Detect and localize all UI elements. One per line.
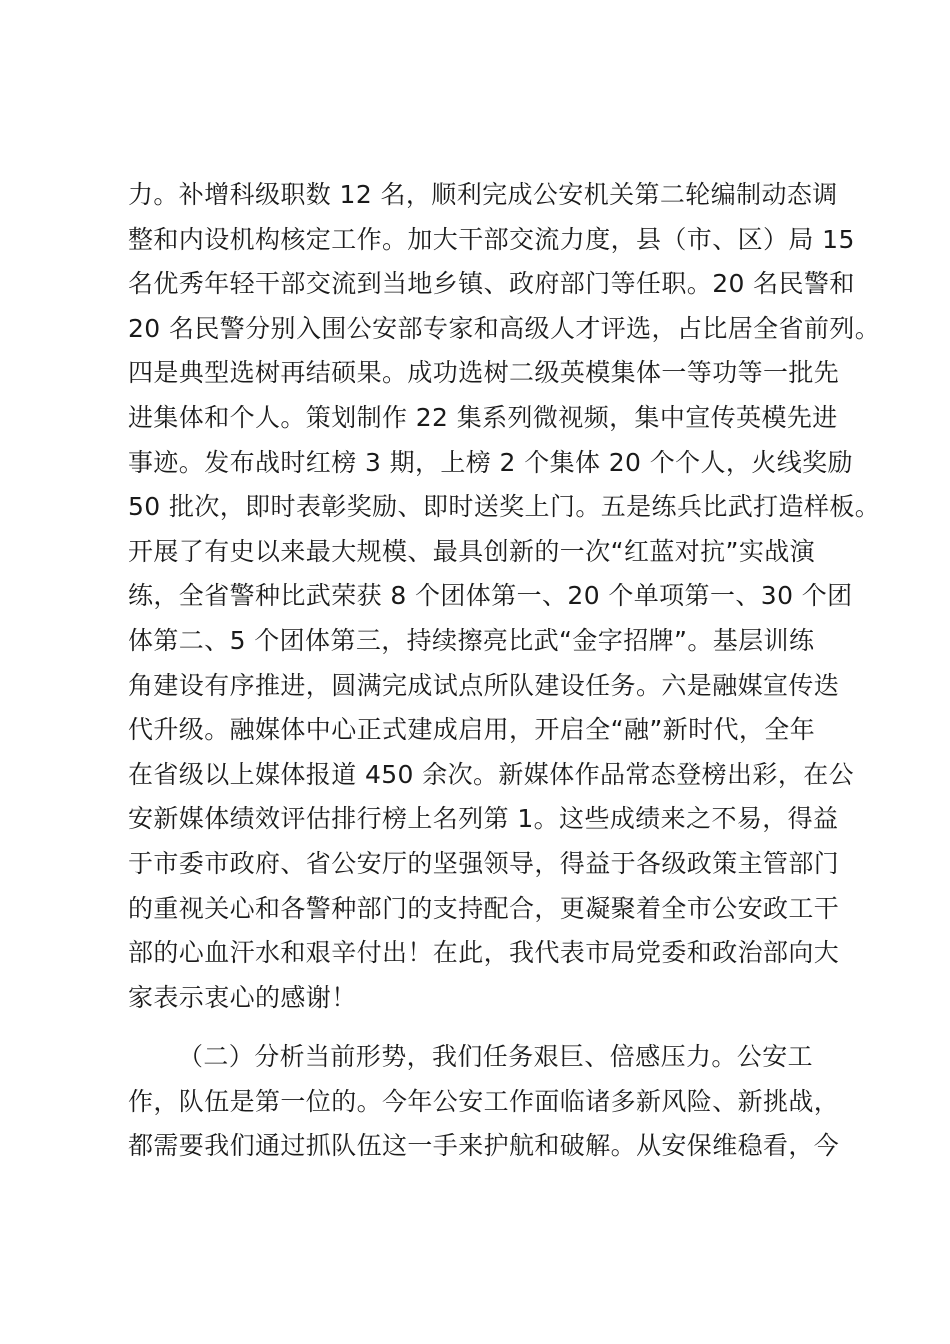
text-line: 都需要我们通过抓队伍这一手来护航和破解。从安保维稳看，今 (128, 1131, 840, 1161)
text-line: 于市委市政府、省公安厅的坚强领导，得益于各级政策主管部门 (128, 848, 840, 878)
text-line: 练，全省警种比武荣获 8 个团体第一、20 个单项第一、30 个团 (128, 581, 853, 611)
text-line: 家表示衷心的感谢！ (128, 982, 357, 1012)
text-line: 事迹。发布战时红榜 3 期，上榜 2 个集体 20 个个人，火线奖励 (128, 447, 853, 477)
text-line: 四是典型选树再结硕果。成功选树二级英模集体一等功等一批先 (128, 358, 840, 388)
text-line: 名优秀年轻干部交流到当地乡镇、政府部门等任职。20 名民警和 (128, 269, 855, 299)
text-line: 开展了有史以来最大规模、最具创新的一次“红蓝对抗”实战演 (128, 536, 816, 566)
text-line: 部的心血汗水和艰辛付出！在此，我代表市局党委和政治部向大 (128, 938, 840, 968)
text-line: 20 名民警分别入围公安部专家和高级人才评选，占比居全省前列。 (128, 313, 881, 343)
text-line: 的重视关心和各警种部门的支持配合，更凝聚着全市公安政工干 (128, 893, 840, 923)
text-line: 作，队伍是第一位的。今年公安工作面临诸多新风险、新挑战， (128, 1086, 840, 1116)
text-line: 代升级。融媒体中心正式建成启用，开启全“融”新时代，全年 (128, 715, 816, 745)
text-line-indented: （二）分析当前形势，我们任务艰巨、倍感压力。公安工 (178, 1042, 814, 1071)
text-line: 安新媒体绩效评估排行榜上名列第 1。这些成绩来之不易，得益 (128, 804, 839, 834)
text-line: 体第二、5 个团体第三，持续擦亮比武“金字招牌”。基层训练 (128, 625, 815, 655)
text-line: 力。补增科级职数 12 名，顺利完成公安机关第二轮编制动态调 (128, 180, 838, 209)
paragraph-1 (128, 173, 881, 1020)
text-line: 整和内设机构核定工作。加大干部交流力度，县（市、区）局 15 (128, 224, 855, 254)
text-line: 在省级以上媒体报道 450 余次。新媒体作品常态登榜出彩，在公 (128, 759, 855, 789)
text-line: 进集体和个人。策划制作 22 集系列微视频，集中宣传英模先进 (128, 402, 838, 432)
paragraph-2 (128, 1035, 838, 1169)
text-line: 角建设有序推进，圆满完成试点所队建设任务。六是融媒宣传迭 (128, 670, 840, 700)
text-line: 50 批次，即时表彰奖励、即时送奖上门。五是练兵比武打造样板。 (128, 492, 881, 522)
